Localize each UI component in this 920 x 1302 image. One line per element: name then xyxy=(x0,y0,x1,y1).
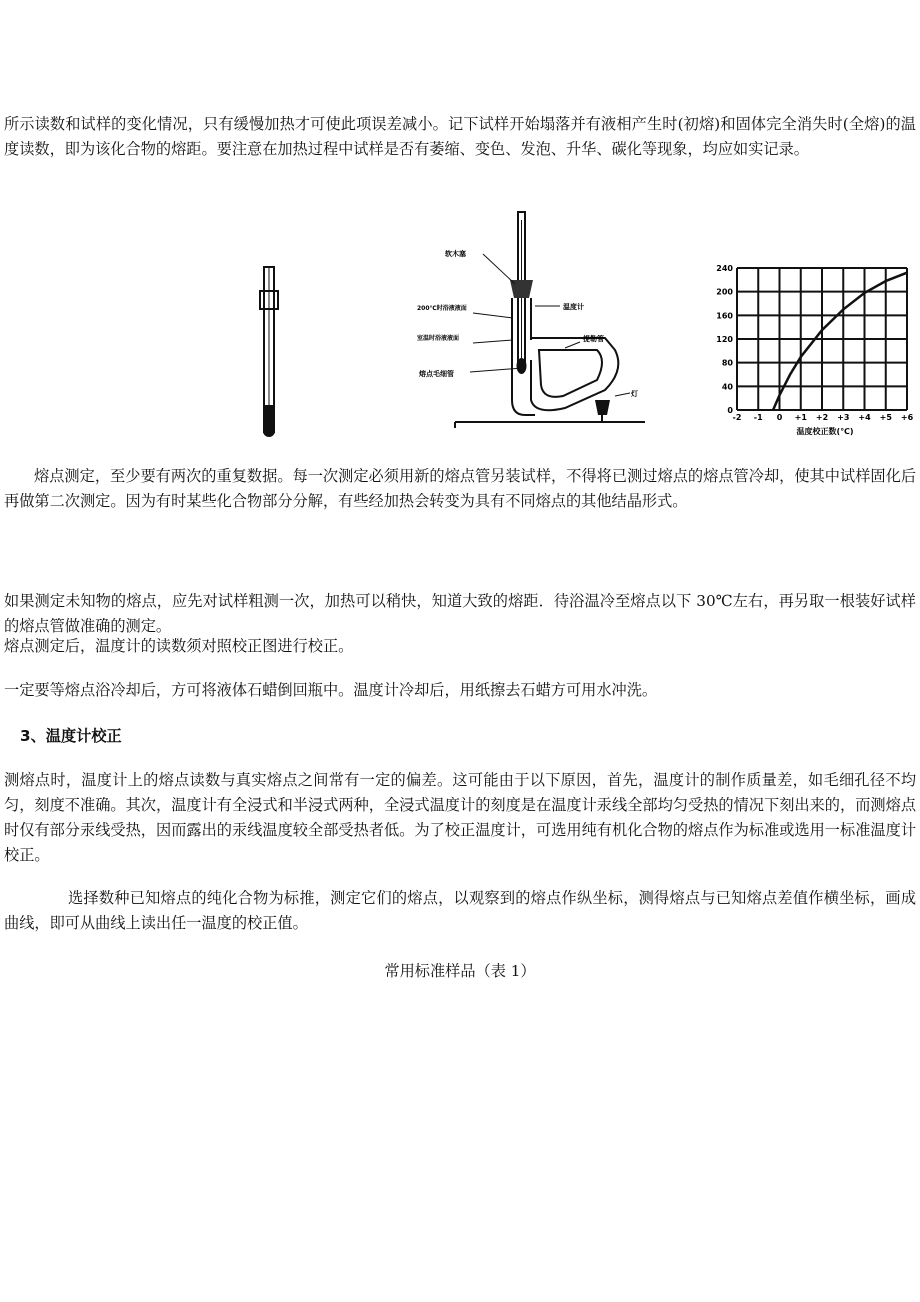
label-burner: 灯 xyxy=(631,390,638,398)
chart-y-tick-label: 40 xyxy=(721,382,733,392)
label-melting-capillary: 熔点毛细管 xyxy=(419,370,454,378)
chart-y-tick-label: 80 xyxy=(721,358,733,368)
calibration-curve-chart xyxy=(695,258,917,440)
chart-x-tick-label: -2 xyxy=(732,413,742,422)
chart-x-tick-label: +5 xyxy=(879,413,892,422)
paragraph-repeat-measurement: 熔点测定，至少要有两次的重复数据。每一次测定必须用新的熔点管另装试样，不得将已测过熔点的熔点管冷却，使其中试样固化后再做第二次测定。因为有时某些化合物部分分解，有些经加热会转变为具有不同熔点的其他结晶形式。 xyxy=(4,467,916,510)
label-cork: 软木塞 xyxy=(445,250,466,258)
chart-x-tick-label: -1 xyxy=(753,413,763,422)
paragraph-cooling-note: 一定要等熔点浴冷却后，方可将液体石蜡倒回瓶中。温度计冷却后，用纸擦去石蜡方可用水冲洗。 xyxy=(4,681,658,699)
thiele-tube-apparatus-figure xyxy=(415,210,650,440)
chart-y-tick-label: 0 xyxy=(727,406,733,415)
paragraph-calibration-method: 选择数种已知熔点的纯化合物为标推，测定它们的熔点，以观察到的熔点作纵坐标，测得熔点与已知熔点差值作横坐标，画成曲线，即可从曲线上读出任一温度的校正值。 xyxy=(4,889,916,932)
calibration-curve-series xyxy=(773,273,907,410)
chart-x-tick-label: +4 xyxy=(858,413,871,422)
chart-y-tick-label: 120 xyxy=(716,335,733,344)
chart-x-tick-label: +2 xyxy=(815,413,829,422)
chart-y-tick-label: 200 xyxy=(716,287,733,297)
label-bath-level-hot: 200℃时浴液液面 xyxy=(417,305,467,312)
chart-y-tick-label: 240 xyxy=(716,264,733,273)
paragraph-melting-observation: 所示读数和试样的变化情况，只有缓慢加热才可使此项误差减小。记下试样开始塌落并有液相产生时(初熔)和固体完全消失时(全熔)的温度读数，即为该化合物的熔距。要注意在加热过程中试样是否有萎缩、变色、发泡、升华、碳化等现象，均应如实记录。 xyxy=(4,115,916,158)
label-bath-level-room: 室温时浴液液面 xyxy=(417,335,460,342)
paragraph-correction-note: 熔点测定后，温度计的读数须对照校正图进行校正。 xyxy=(4,637,354,655)
capillary-tube-figure xyxy=(255,265,285,440)
label-thiele-tube: 提勒管 xyxy=(583,335,604,343)
chart-x-tick-label: 0 xyxy=(776,413,783,422)
table-caption: 常用标准样品（表 1） xyxy=(384,962,536,980)
chart-y-tick-label: 160 xyxy=(716,311,733,321)
section-heading-thermometer-calibration: 3、温度计校正 xyxy=(20,727,122,745)
chart-x-tick-label: +1 xyxy=(794,413,807,422)
paragraph-calibration-reasons: 测熔点时，温度计上的熔点读数与真实熔点之间常有一定的偏差。这可能由于以下原因，首先，温度计的制作质量差，如毛细孔径不均匀，刻度不准确。其次，温度计有全浸式和半浸式两种，全浸式温度计的刻度是在温度计汞线全部均匀受热的情况下刻出来的，而测熔点时仅有部分汞线受热，因而露出的汞线温度较全部受热者低。为了校正温度计，可选用纯有机化合物的熔点作为标准或选用一标准温度计校正。 xyxy=(4,771,916,864)
label-thermometer: 温度计 xyxy=(563,303,584,311)
chart-x-axis-label: 温度校正数(℃) xyxy=(796,427,854,436)
chart-x-tick-label: +3 xyxy=(837,413,850,422)
chart-x-tick-label: +6 xyxy=(900,413,914,422)
paragraph-unknown-sample: 如果测定未知物的熔点，应先对试样粗测一次，加热可以稍快，知道大致的熔距．待浴温冷至熔点以下 30℃左右，再另取一根装好试样的熔点管做准确的测定。 xyxy=(4,592,916,635)
